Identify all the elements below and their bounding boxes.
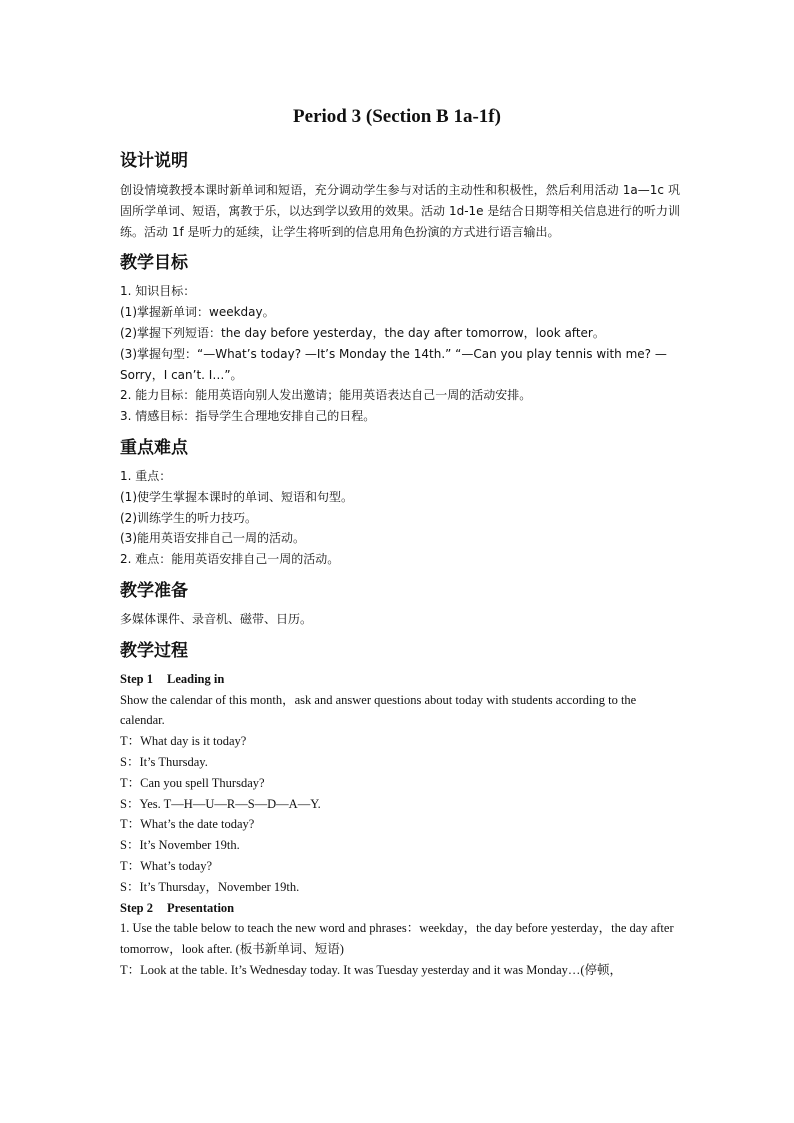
keypoint-line: 2. 难点：能用英语安排自己一周的活动。 bbox=[120, 552, 340, 567]
objectives-list bbox=[120, 281, 680, 427]
design-paragraph: 创设情境教授本课时新单词和短语，充分调动学生参与对话的主动性和积极性，然后利用活动 1a—1c 巩固所学单词、短语，寓教于乐，以达到学以致用的效果。活动 1d-1e 是结合日期等相关信息进行的听力训练。活动 1f 是听力的延续，让学生将听到的信息用角色扮演的方式进行语言输出。 bbox=[120, 183, 680, 239]
step1-heading bbox=[120, 669, 680, 690]
keypoint-line: (3)能用英语安排自己一周的活动。 bbox=[120, 531, 305, 546]
step2-heading bbox=[120, 898, 680, 919]
heading-objectives: 教学目标 bbox=[120, 253, 188, 274]
objective-line: 1. 知识目标： bbox=[120, 284, 196, 299]
step1-line: T：Can you spell Thursday? bbox=[120, 775, 265, 790]
step1-line: T：What’s today? bbox=[120, 858, 212, 873]
heading-design: 设计说明 bbox=[120, 151, 188, 171]
objective-line: (2)掌握下列短语：the day before yesterday，the day after tomorrow，look after。 bbox=[120, 325, 605, 340]
objective-line: (3)掌握句型：“—What’s today? —It’s Monday the 14th.” “—Can you play tennis with me? —Sorry，I can’t. I…”。 bbox=[120, 346, 667, 382]
step1-line: S：It’s November 19th. bbox=[120, 838, 240, 853]
step2-line: 1. Use the table below to teach the new word and phrases：weekday，the day before yesterday，the day after tomorrow，look after. (板书新单词、短语) bbox=[120, 921, 674, 957]
keypoint-line: (1)使学生掌握本课时的单词、短语和句型。 bbox=[120, 489, 353, 504]
step2-line: T：Look at the table. It’s Wednesday today. It was Tuesday yesterday and it was Monday…(停顿， bbox=[120, 962, 623, 977]
step1-line: T：What day is it today? bbox=[120, 734, 247, 749]
step1-line: Show the calendar of this month，ask and answer questions about today with students according to the calendar. bbox=[120, 692, 637, 728]
objective-line: 2. 能力目标：能用英语向别人发出邀请；能用英语表达自己一周的活动安排。 bbox=[120, 388, 532, 403]
step2-label: Step 2 bbox=[120, 900, 153, 915]
preparation-paragraph: 多媒体课件、录音机、磁带、日历。 bbox=[120, 611, 313, 626]
document-title: Period 3 (Section B 1a-1f) bbox=[293, 106, 501, 127]
objective-line: 3. 情感目标：指导学生合理地安排自己的日程。 bbox=[120, 409, 376, 424]
keypoint-line: 1. 重点： bbox=[120, 468, 172, 483]
objective-line: (1)掌握新单词：weekday。 bbox=[120, 305, 275, 320]
step2-name: Presentation bbox=[167, 900, 235, 915]
keypoint-line: (2)训练学生的听力技巧。 bbox=[120, 510, 257, 525]
step1-name: Leading in bbox=[167, 671, 225, 686]
step1-label: Step 1 bbox=[120, 671, 153, 686]
heading-process: 教学过程 bbox=[120, 640, 188, 661]
heading-keypoints: 重点难点 bbox=[120, 437, 188, 458]
step1-line: S：It’s Thursday. bbox=[120, 754, 208, 769]
heading-preparation: 教学准备 bbox=[120, 580, 188, 601]
document-body bbox=[120, 144, 680, 981]
keypoints-list bbox=[120, 466, 680, 570]
step1-line: T：What’s the date today? bbox=[120, 817, 255, 832]
step1-line: S：It’s Thursday，November 19th. bbox=[120, 879, 300, 894]
step1-line: S：Yes. T—H—U—R—S—D—A—Y. bbox=[120, 796, 321, 811]
